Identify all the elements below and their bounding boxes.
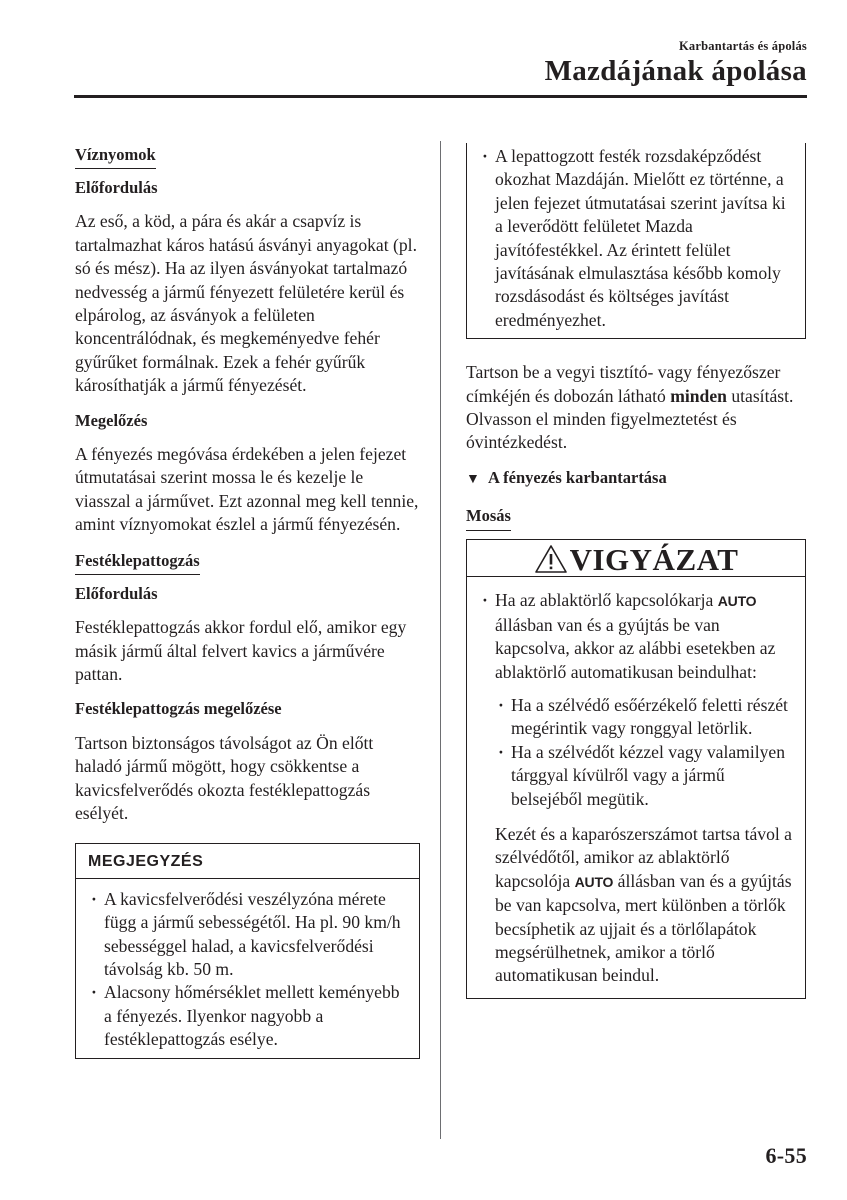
caution-sub-item: · Ha a szélvédő esőérzékelő feletti részét megérintik vagy ronggyal letörlik. bbox=[495, 694, 793, 741]
water-spots-occurrence-text: Az eső, a köd, a pára és akár a csapvíz is tartalmazhat káros hatású ásványi anyagokat (pl. só és mész). Ha az ilyen ásványokat tartalmazó nedvesség a jármű fényezett felületére kerül és elpárolog, az ásványok a felületen koncentrálódnak, és megkeményedve fehér gyűrűket formálnak. Ezek a fehér gyűrűk károsíthatják a jármű fényezését. bbox=[75, 211, 417, 396]
column-divider bbox=[440, 141, 441, 1139]
caution-list bbox=[479, 589, 793, 684]
caution-sub-item: · Ha a szélvédőt kézzel vagy valamilyen tárggyal kívülről vagy a jármű belsejéből megütik. bbox=[495, 741, 793, 811]
auto-label: AUTO bbox=[717, 593, 757, 610]
emphasis-text: minden bbox=[670, 385, 727, 406]
paint-maintenance-heading bbox=[466, 466, 806, 491]
left-column bbox=[75, 143, 420, 1059]
note-list bbox=[88, 888, 407, 1052]
note-list-continued bbox=[479, 145, 791, 332]
paint-chipping-prevention-heading: Festéklepattogzás megelőzése bbox=[75, 699, 282, 719]
text-run: Kezét és a kaparószerszámot tartsa távol a szélvédőtől, amikor az ablaktörlő kapcsolója bbox=[495, 823, 792, 891]
note-title: MEGJEGYZÉS bbox=[76, 844, 419, 878]
text-run: Ha az ablaktörlő kapcsolókarja bbox=[495, 590, 718, 611]
paint-chipping-occurrence-heading: Előfordulás bbox=[75, 583, 158, 603]
washing-heading: Mosás bbox=[466, 504, 511, 530]
caution-header bbox=[467, 540, 805, 577]
water-spots-occurrence-heading: Előfordulás bbox=[75, 178, 158, 197]
auto-label: AUTO bbox=[574, 873, 614, 890]
note-box-continued bbox=[466, 143, 806, 339]
paint-chipping-prevention-text: Tartson biztonságos távolságot az Ön előtt haladó jármű mögött, hogy csökkentse a kavicsfelverődés okozta festéklepattogzás esélyét. bbox=[75, 732, 374, 823]
page-number: 6-55 bbox=[765, 1143, 807, 1168]
caution-followup-text bbox=[479, 823, 793, 988]
note-item: · Alacsony hőmérséklet mellett keményebb a fényezés. Ilyenkor nagyobb a festéklepattogzás esélye. bbox=[88, 981, 407, 1051]
paint-chipping-occurrence-text: Festéklepattogzás akkor fordul elő, amikor egy másik jármű által felvert kavics a járművére pattan. bbox=[75, 617, 407, 684]
water-spots-heading: Víznyomok bbox=[75, 143, 156, 169]
paint-chipping-heading: Festéklepattogzás bbox=[75, 549, 200, 575]
note-item: · A kavicsfelverődési veszélyzóna mérete függ a jármű sebességétől. Ha pl. 90 km/h sebességgel halad, a kavicsfelverődési távolság kb. 50 m. bbox=[88, 888, 407, 982]
text-run: állásban van és a gyújtás be van kapcsolva, akkor az alábbi esetekben az ablaktörlő automatikusan beindulhat: bbox=[495, 614, 776, 682]
right-column bbox=[466, 143, 806, 999]
page-title: Mazdájának ápolása bbox=[544, 55, 807, 87]
warning-triangle-icon bbox=[534, 544, 568, 574]
water-spots-prevention-heading: Megelőzés bbox=[75, 410, 148, 430]
water-spots-prevention-text: A fényezés megóvása érdekében a jelen fejezet útmutatásai szerint mossa le és kezelje le viasszal a járművet. Ezt azonnal meg kell tennie, amint víznyomokat észlel a jármű fényezésén. bbox=[75, 444, 419, 535]
note-item: · A lepattogzott festék rozsdaképződést okozhat Mazdáján. Mielőtt ez történne, a jelen fejezet útmutatásai szerint javítsa ki a leverődött felületet Mazda javítófestékkel. Az érintett felület javításának elmulasztása később komoly rozsdásodást és költséges javítást eredményezhet. bbox=[479, 145, 791, 332]
caution-title: VIGYÁZAT bbox=[569, 541, 739, 577]
section-header: Karbantartás és ápolás bbox=[678, 39, 807, 53]
caution-item bbox=[479, 589, 793, 684]
header-rule bbox=[74, 95, 807, 98]
text-run: utasítást. Olvasson el minden figyelmeztetést és óvintézkedést. bbox=[466, 385, 794, 453]
caution-sub-list bbox=[479, 694, 793, 811]
text-run: Tartson be a vegyi tisztító- vagy fényezőszer címkéjén és dobozán látható bbox=[466, 362, 781, 406]
caution-box bbox=[466, 539, 806, 999]
section-marker-icon: ▼ bbox=[466, 471, 480, 487]
text-run: állásban van és a gyújtás be van kapcsolva, mert különben a törlők becsíphetik az ujjait és a törlőlapátok megsérülhetnek, amikor a törlő automatikusan beindul. bbox=[495, 870, 792, 986]
cleaner-instructions-text bbox=[466, 361, 806, 455]
note-box bbox=[75, 843, 420, 1058]
paint-maintenance-title: A fényezés karbantartása bbox=[488, 467, 667, 487]
